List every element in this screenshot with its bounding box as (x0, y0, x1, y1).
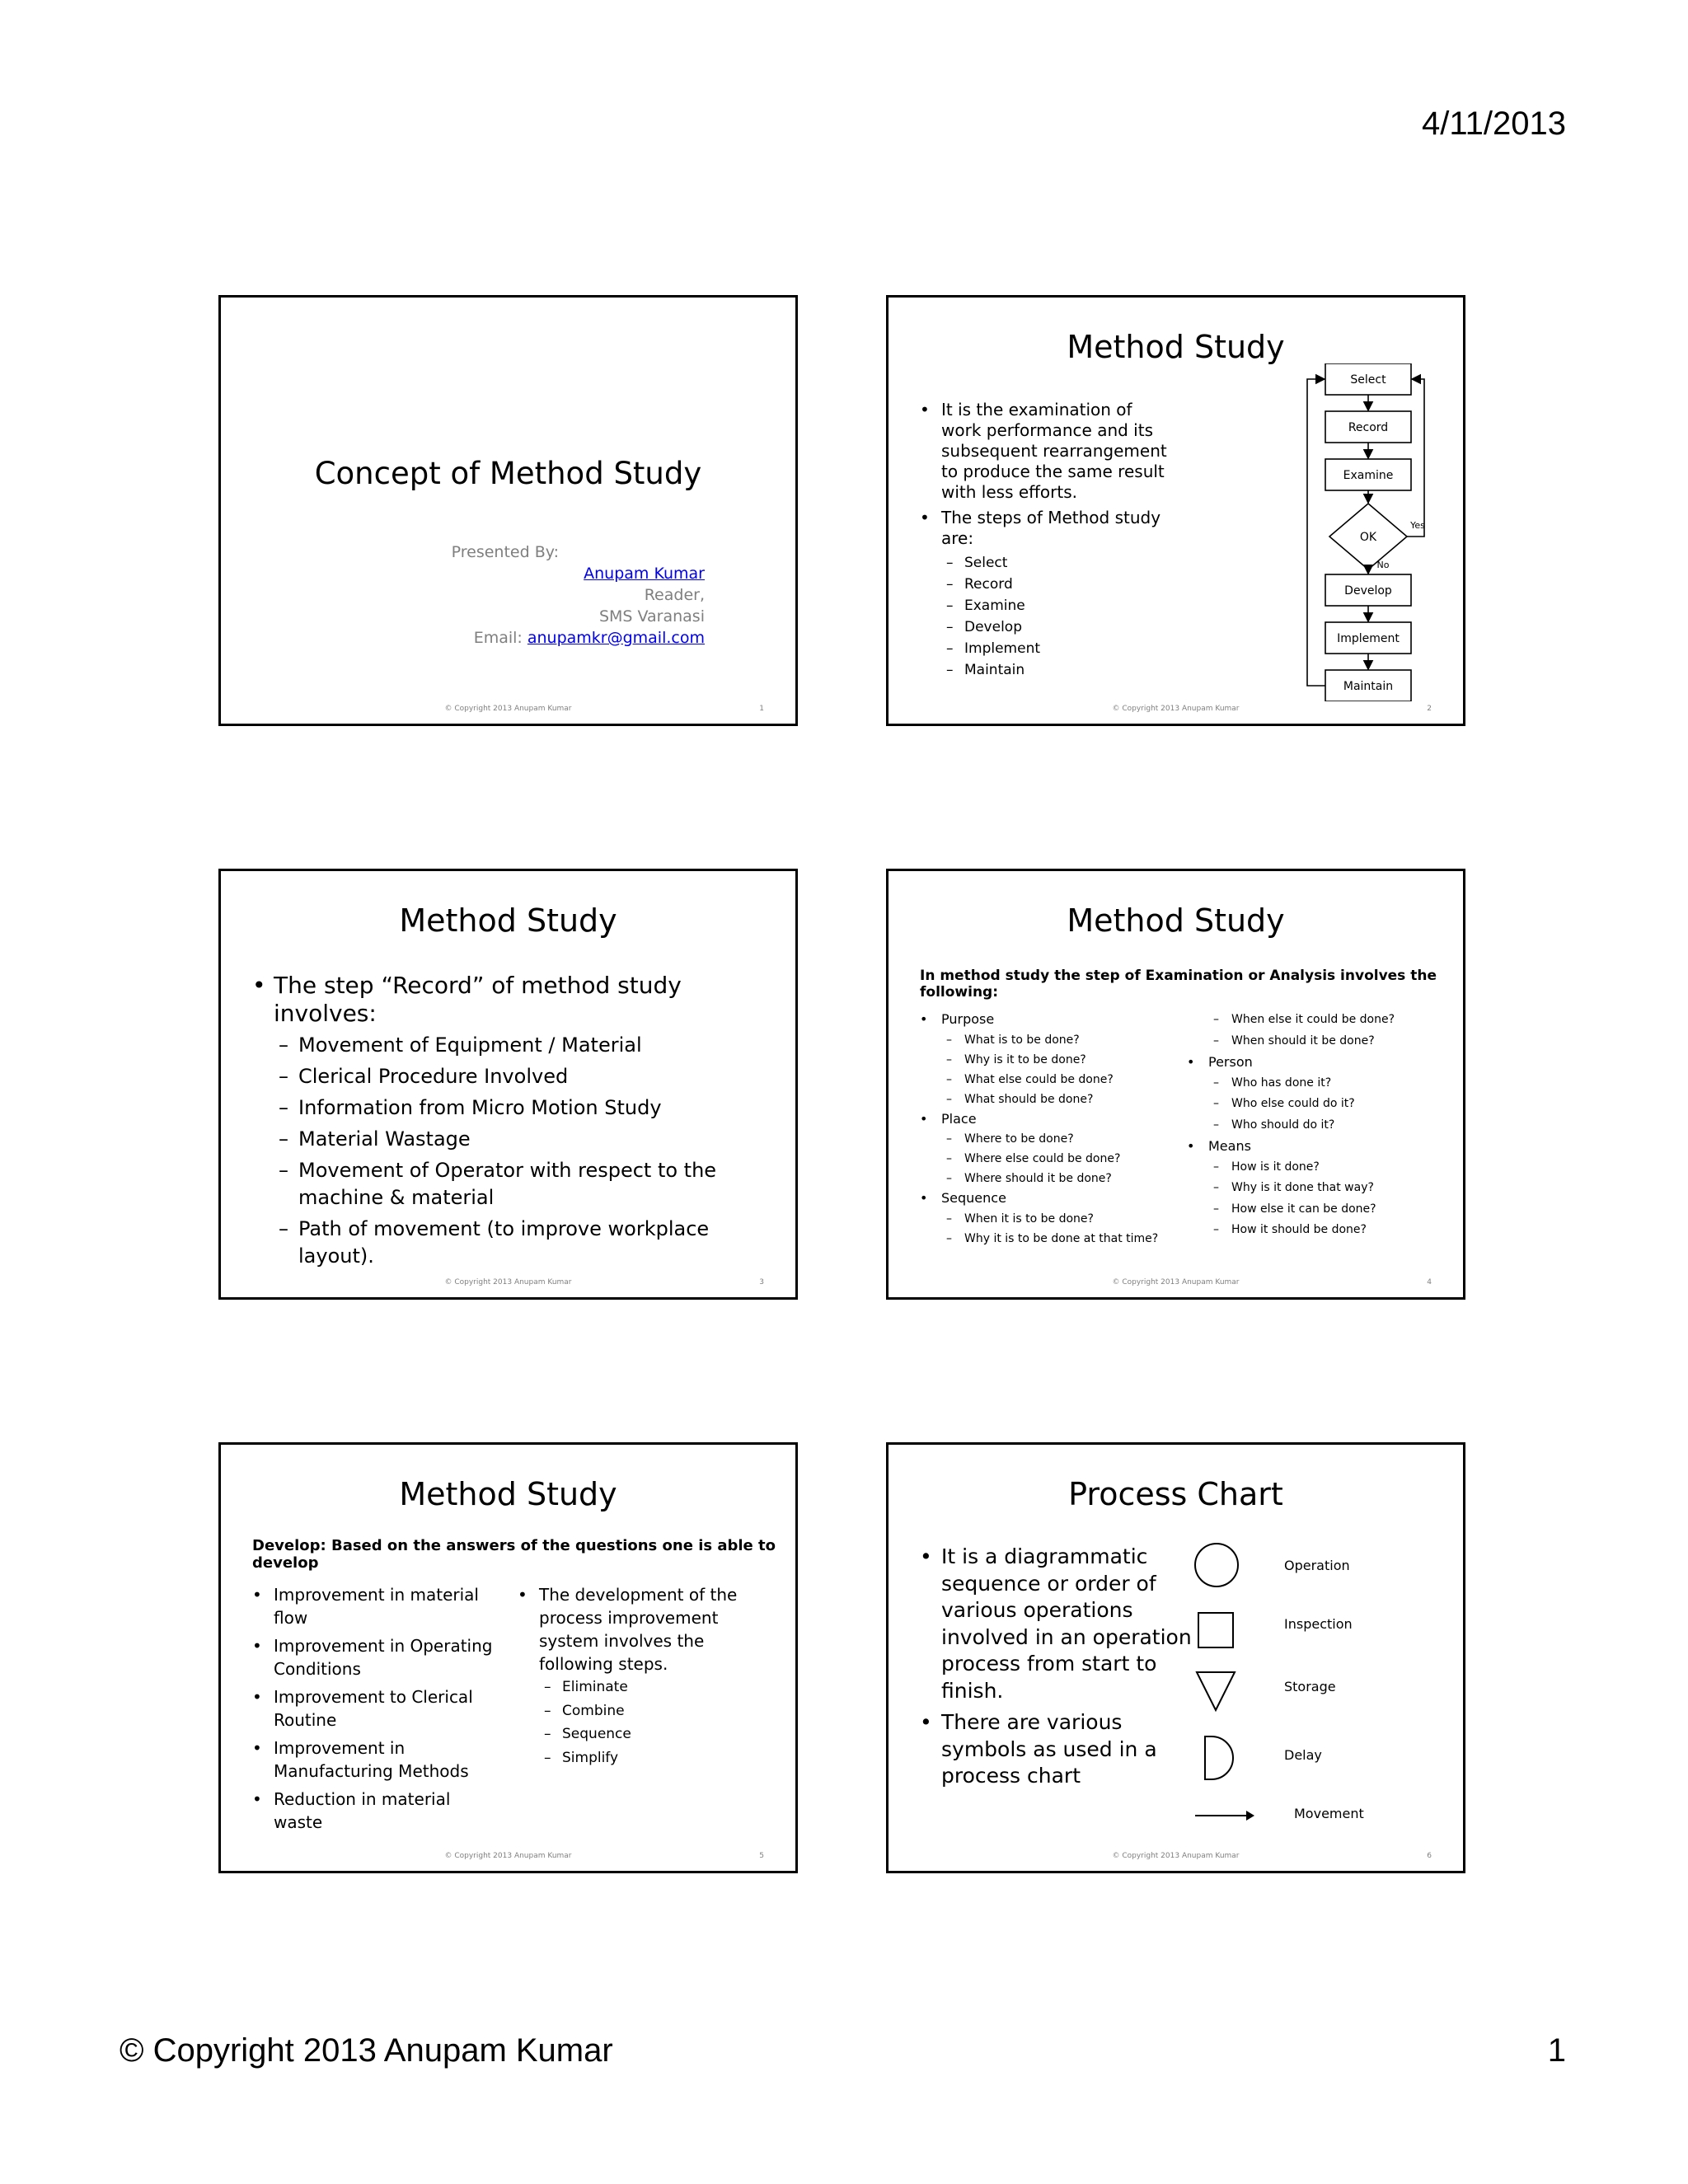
list-item: • The steps of Method study are: (920, 508, 1175, 549)
process-chart-list (920, 1544, 1192, 1795)
sub-item: – When should it be done? (1213, 1031, 1451, 1052)
list-item: • Means (1187, 1136, 1451, 1157)
list-item: • Person (1187, 1052, 1451, 1073)
sub-item: – Path of movement (to improve workplace layout). (279, 1216, 780, 1270)
sub-item: – Examine (946, 595, 1175, 616)
slide-2 (886, 295, 1465, 726)
slide-number: 2 (1427, 705, 1432, 713)
develop-list-right (518, 1583, 748, 1769)
sub-item: – How is it done? (1213, 1157, 1451, 1179)
sub-item: – Why is it done that way? (1213, 1178, 1451, 1199)
symbol-label: Inspection (1284, 1616, 1353, 1632)
slide-number: 1 (759, 705, 764, 713)
slide-footer: © Copyright 2013 Anupam Kumar (1112, 705, 1240, 713)
list-item: • The step “Record” of method study involves: (252, 972, 780, 1028)
develop-list-left (252, 1583, 499, 1839)
sub-item: – When it is to be done? (946, 1209, 1192, 1229)
list-item: • The development of the process improvement system involves the following steps. (518, 1583, 748, 1675)
list-item: • Improvement in Operating Conditions (252, 1634, 499, 1680)
page-date: 4/11/2013 (1422, 105, 1566, 142)
sub-item: – Why is it to be done? (946, 1050, 1192, 1070)
movement-arrow-icon (1193, 1807, 1259, 1824)
slide-intro: Develop: Based on the answers of the questions one is able to develop (252, 1537, 776, 1572)
examination-list-right (1187, 1010, 1451, 1241)
page-copyright: © Copyright 2013 Anupam Kumar (120, 2032, 613, 2069)
slide-title: Method Study (399, 902, 617, 939)
slide-number: 6 (1427, 1852, 1432, 1860)
sub-item: – Where should it be done? (946, 1169, 1192, 1188)
flow-label: Select (1350, 373, 1386, 387)
list-item: • Improvement in material flow (252, 1583, 499, 1629)
sub-item: – What is to be done? (946, 1030, 1192, 1050)
list-item: • Purpose (920, 1010, 1192, 1030)
slide-footer: © Copyright 2013 Anupam Kumar (444, 1278, 572, 1286)
slide-1 (218, 295, 798, 726)
list-item: • There are various symbols as used in a process chart (920, 1709, 1192, 1790)
presenter-info (474, 563, 705, 649)
list-item: • Improvement to Clerical Routine (252, 1685, 499, 1732)
storage-triangle-icon (1193, 1667, 1240, 1713)
slide-footer: © Copyright 2013 Anupam Kumar (444, 1852, 572, 1860)
slide-intro: In method study the step of Examination or Analysis involves the following: (920, 968, 1437, 1001)
examination-list-left (920, 1010, 1192, 1249)
list-item: • Place (920, 1109, 1192, 1130)
slide-footer: © Copyright 2013 Anupam Kumar (1112, 1278, 1240, 1286)
slide-footer: © Copyright 2013 Anupam Kumar (1112, 1852, 1240, 1860)
presented-by-label: Presented By: (451, 543, 559, 561)
sub-item: – Where to be done? (946, 1129, 1192, 1149)
page-number: 1 (1547, 2032, 1566, 2069)
inspection-square-icon (1193, 1608, 1240, 1654)
sub-item: – Who else could do it? (1213, 1094, 1451, 1115)
sub-item: – Develop (946, 616, 1175, 638)
sub-item: – Select (946, 552, 1175, 574)
sub-item: – Movement of Equipment / Material (279, 1032, 780, 1059)
list-item: • Sequence (920, 1188, 1192, 1209)
sub-item: – Eliminate (544, 1675, 748, 1699)
flow-label: Examine (1343, 469, 1394, 482)
slide-number: 3 (759, 1278, 764, 1286)
flow-label: OK (1359, 531, 1377, 544)
sub-item: – Sequence (544, 1722, 748, 1746)
presenter-org: SMS Varanasi (598, 607, 705, 626)
email-link[interactable]: anupamkr@gmail.com (527, 629, 705, 647)
list-item: • Improvement in Manufacturing Methods (252, 1736, 499, 1783)
email-label: Email: (473, 629, 528, 647)
sub-item: – Combine (544, 1699, 748, 1723)
method-study-flowchart (1292, 363, 1432, 701)
slide-3 (218, 869, 798, 1300)
sub-item: – When else it could be done? (1213, 1010, 1451, 1031)
sub-item: – Simplify (544, 1746, 748, 1770)
sub-item: – Who should do it? (1213, 1115, 1451, 1137)
symbol-label: Operation (1284, 1558, 1350, 1573)
flow-label: Implement (1337, 632, 1400, 645)
slide-6 (886, 1442, 1465, 1873)
sub-item: – Information from Micro Motion Study (279, 1094, 780, 1122)
sub-item: – Implement (946, 638, 1175, 659)
sub-item: – Where else could be done? (946, 1149, 1192, 1169)
sub-item: – Who has done it? (1213, 1073, 1451, 1094)
slide-5 (218, 1442, 798, 1873)
list-item: • Reduction in material waste (252, 1788, 499, 1834)
sub-item: – Record (946, 574, 1175, 595)
sub-item: – Movement of Operator with respect to the machine & material (279, 1157, 780, 1212)
operation-circle-icon (1193, 1542, 1240, 1588)
sub-item: – What else could be done? (946, 1070, 1192, 1090)
sub-item: – Material Wastage (279, 1126, 780, 1153)
sub-item: – Maintain (946, 659, 1175, 681)
definition-list (920, 400, 1175, 681)
slide-number: 5 (759, 1852, 764, 1860)
slide-title: Concept of Method Study (314, 456, 702, 491)
slide-title: Method Study (1067, 902, 1285, 939)
symbol-label: Movement (1294, 1806, 1364, 1821)
flow-label: Record (1348, 421, 1389, 434)
slide-title: Method Study (399, 1476, 617, 1512)
symbol-label: Delay (1284, 1747, 1322, 1763)
sub-item: – Clerical Procedure Involved (279, 1063, 780, 1090)
slide-4 (886, 869, 1465, 1300)
slide-number: 4 (1427, 1278, 1432, 1286)
sub-item: – How it should be done? (1213, 1220, 1451, 1241)
presenter-email-line (474, 627, 705, 649)
slide-title: Method Study (1067, 329, 1285, 365)
flow-label: Maintain (1343, 680, 1394, 693)
sub-item: – How else it can be done? (1213, 1199, 1451, 1221)
slide-footer: © Copyright 2013 Anupam Kumar (444, 705, 572, 713)
list-item: • It is a diagrammatic sequence or order of various operations involved in an operation process from start to finish. (920, 1544, 1192, 1704)
delay-d-icon (1193, 1733, 1240, 1783)
flow-no-label: No (1376, 560, 1390, 570)
list-item: • It is the examination of work performance and its subsequent rearrangement to produce the same result with less efforts. (920, 400, 1175, 503)
presenter-name-link[interactable]: Anupam Kumar (584, 565, 705, 583)
sub-item: – Why it is to be done at that time? (946, 1229, 1192, 1249)
slide-title: Process Chart (1068, 1476, 1283, 1512)
symbol-label: Storage (1284, 1679, 1336, 1694)
flow-yes-label: Yes (1410, 520, 1425, 531)
sub-item: – What should be done? (946, 1090, 1192, 1109)
flow-label: Develop (1344, 584, 1392, 598)
presenter-role: Reader, (644, 586, 705, 604)
record-list (252, 972, 780, 1270)
